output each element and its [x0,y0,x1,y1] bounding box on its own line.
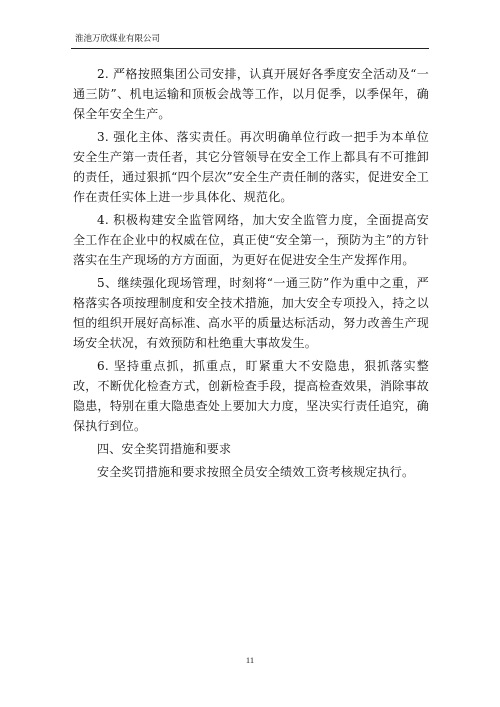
paragraph-2: 2. 严格按照集团公司安排，认真开展好各季度安全活动及“一通三防”、机电运输和顶板会战等工作，以月促季，以季保年，确保全年安全生产。 [73,67,429,121]
paragraph-3: 3. 强化主体、落实责任。再次明确单位行政一把手为本单位安全生产第一责任者，其它分管领导在安全工作上都具有不可推卸的责任，通过狠抓“四个层次”安全生产责任制的落实，促进安全工作在责任实体上进一步具体化、规范化。 [73,130,429,204]
closing-paragraph: 安全奖罚措施和要求按照全员安全绩效工资考核规定执行。 [97,465,415,479]
paragraph-5: 5、继续强化现场管理，时刻将“一通三防”作为重中之重，严格落实各项按理制度和安全技术措施，加大安全专项投入，持之以恒的组织开展好高标准、高水平的质量达标活动，努力改善生产现场安全状况，有效预防和杜绝重大事故发生。 [73,276,429,350]
paragraph-4: 4. 积极构建安全监管网络，加大安全监管力度，全面提高安全工作在企业中的权威在位，真正使“安全第一，预防为主”的方针落实在生产现场的方方面面，为更好在促进安全生产发挥作用。 [73,213,429,267]
company-name: 淮池万欣煤业有限公司 [75,34,161,44]
paragraph-6: 6. 坚持重点抓，抓重点，盯紧重大不安隐患，狠抓落实整改，不断优化检查方式，创新检查手段，提高检查效果，消除事故隐患，特别在重大隐患查处上要加大力度，坚决实行责任追究，确保执行到位。 [73,359,429,433]
page-header [71,34,429,49]
document-body [73,64,429,485]
page-number: 11 [245,655,255,665]
section-heading: 四、安全奖罚措施和要求 [97,442,232,456]
